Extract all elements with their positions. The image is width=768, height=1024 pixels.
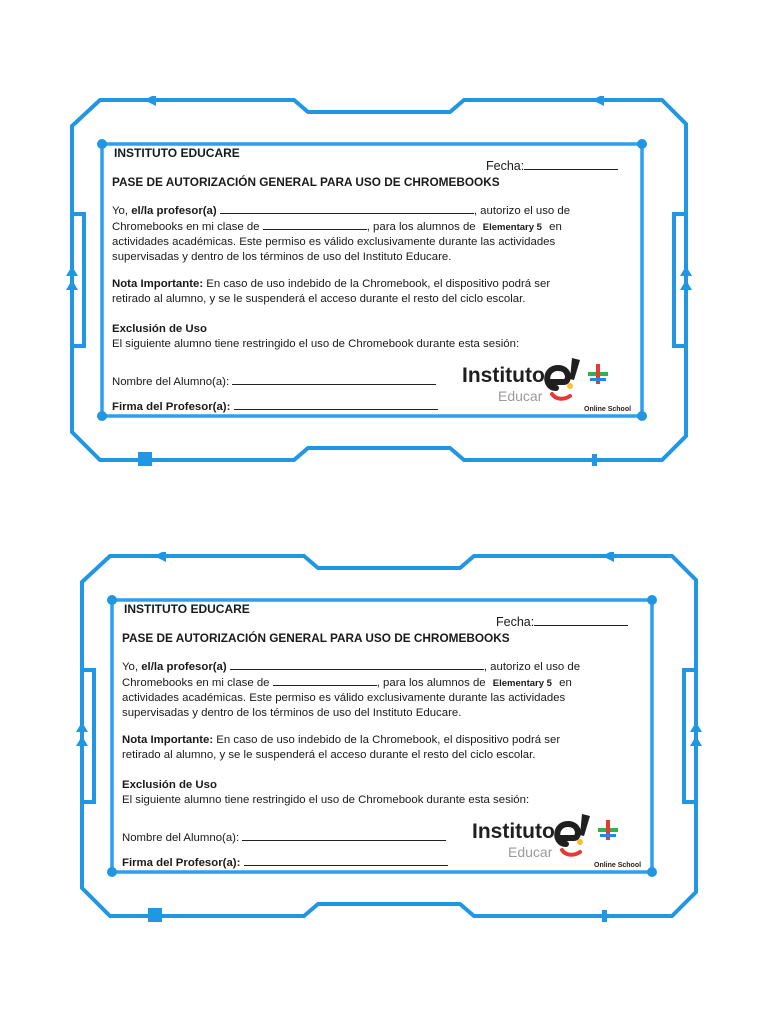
student-name-field[interactable]	[112, 374, 436, 390]
arrow-up-icon	[66, 266, 78, 276]
auth-line-3: actividades académicas. Este permiso es válido exclusivamente durante las actividades	[112, 236, 556, 248]
authorization-paragraph	[112, 203, 624, 265]
text-yo: Yo,	[112, 205, 132, 217]
class-name-blank[interactable]	[263, 219, 367, 230]
teacher-label: el/la profesor(a)	[131, 205, 217, 217]
instituto-educare-logo-icon	[542, 354, 638, 404]
teacher-name-blank[interactable]	[230, 659, 484, 670]
logo-word: Instituto	[462, 364, 545, 387]
signature-label: Firma del Profesor(a):	[122, 857, 241, 869]
pass-title: PASE DE AUTORIZACIÓN GENERAL PARA USO DE CHROMEBOOKS	[122, 631, 510, 645]
instituto-educare-logo-icon	[552, 810, 648, 860]
square-marker-icon	[138, 452, 152, 466]
authorization-paragraph	[122, 659, 634, 721]
square-marker-icon	[592, 454, 597, 466]
logo-school: Online School	[584, 406, 632, 413]
arrow-up-icon	[690, 736, 702, 746]
authorization-pass-1	[64, 96, 704, 466]
auth-line-4: supervisadas y dentro de los términos de uso del Instituto Educare.	[112, 251, 452, 263]
class-name-blank[interactable]	[273, 675, 377, 686]
instituto-educare-logo	[458, 354, 642, 416]
square-marker-icon	[148, 908, 162, 922]
date-blank[interactable]	[534, 613, 628, 626]
instituto-educare-logo	[468, 810, 652, 872]
text-authorize: , autorizo el uso de	[483, 661, 581, 673]
grade-value: Elementary 5	[482, 222, 542, 233]
note-label: Nota Importante:	[112, 278, 204, 290]
signature-blank[interactable]	[244, 855, 448, 866]
text-in: en	[549, 221, 562, 233]
arrow-up-icon	[690, 722, 702, 732]
institute-name: INSTITUTO EDUCARE	[124, 602, 250, 616]
logo-school: Online School	[594, 862, 642, 869]
student-name-blank[interactable]	[232, 374, 436, 385]
pass-title: PASE DE AUTORIZACIÓN GENERAL PARA USO DE CHROMEBOOKS	[112, 175, 500, 189]
note-line-2: retirado al alumno, y se le suspenderá el acceso durante el resto del ciclo escolar.	[112, 293, 526, 305]
teacher-signature-field[interactable]	[112, 399, 438, 415]
arrow-up-icon	[66, 280, 78, 290]
text-for-students: , para los alumnos de	[376, 677, 486, 689]
grade-value: Elementary 5	[492, 678, 552, 689]
arrow-up-icon	[680, 280, 692, 290]
date-blank[interactable]	[524, 157, 618, 170]
date-field[interactable]	[496, 613, 628, 630]
date-field[interactable]	[486, 157, 618, 174]
auth-line-3: actividades académicas. Este permiso es válido exclusivamente durante las actividades	[122, 692, 566, 704]
teacher-signature-field[interactable]	[122, 855, 448, 871]
note-paragraph	[122, 733, 634, 763]
date-label: Fecha:	[496, 615, 535, 629]
text-chromebooks-class: Chromebooks en mi clase de	[122, 677, 270, 689]
logo-sub: Educar	[508, 844, 553, 860]
student-label: Nombre del Alumno(a):	[112, 376, 230, 388]
signature-blank[interactable]	[234, 399, 438, 410]
student-label: Nombre del Alumno(a):	[122, 832, 240, 844]
signature-label: Firma del Profesor(a):	[112, 401, 231, 413]
logo-word: Instituto	[472, 820, 555, 843]
note-paragraph	[112, 277, 624, 307]
note-label: Nota Importante:	[122, 734, 214, 746]
note-line-1: En caso de uso indebido de la Chromebook, el dispositivo podrá ser	[203, 278, 551, 290]
note-line-1: En caso de uso indebido de la Chromebook, el dispositivo podrá ser	[213, 734, 561, 746]
pass-card	[102, 144, 642, 416]
exclusion-title: Exclusión de Uso	[122, 779, 217, 791]
note-line-2: retirado al alumno, y se le suspenderá el acceso durante el resto del ciclo escolar.	[122, 749, 536, 761]
pass-card	[112, 600, 652, 872]
date-label: Fecha:	[486, 159, 525, 173]
institute-name: INSTITUTO EDUCARE	[114, 146, 240, 160]
square-marker-icon	[602, 910, 607, 922]
exclusion-text: El siguiente alumno tiene restringido el uso de Chromebook durante esta sesión:	[112, 338, 520, 350]
authorization-pass-2	[74, 552, 714, 922]
exclusion-text: El siguiente alumno tiene restringido el uso de Chromebook durante esta sesión:	[122, 794, 530, 806]
exclusion-title: Exclusión de Uso	[112, 323, 207, 335]
arrow-up-icon	[680, 266, 692, 276]
student-name-blank[interactable]	[242, 830, 446, 841]
teacher-name-blank[interactable]	[220, 203, 474, 214]
text-yo: Yo,	[122, 661, 142, 673]
exclusion-section	[112, 322, 624, 352]
auth-line-4: supervisadas y dentro de los términos de uso del Instituto Educare.	[122, 707, 462, 719]
arrow-up-icon	[76, 722, 88, 732]
logo-sub: Educar	[498, 388, 543, 404]
text-authorize: , autorizo el uso de	[473, 205, 571, 217]
text-in: en	[559, 677, 572, 689]
text-chromebooks-class: Chromebooks en mi clase de	[112, 221, 260, 233]
student-name-field[interactable]	[122, 830, 446, 846]
exclusion-section	[122, 778, 634, 808]
teacher-label: el/la profesor(a)	[141, 661, 227, 673]
arrow-up-icon	[76, 736, 88, 746]
text-for-students: , para los alumnos de	[366, 221, 476, 233]
